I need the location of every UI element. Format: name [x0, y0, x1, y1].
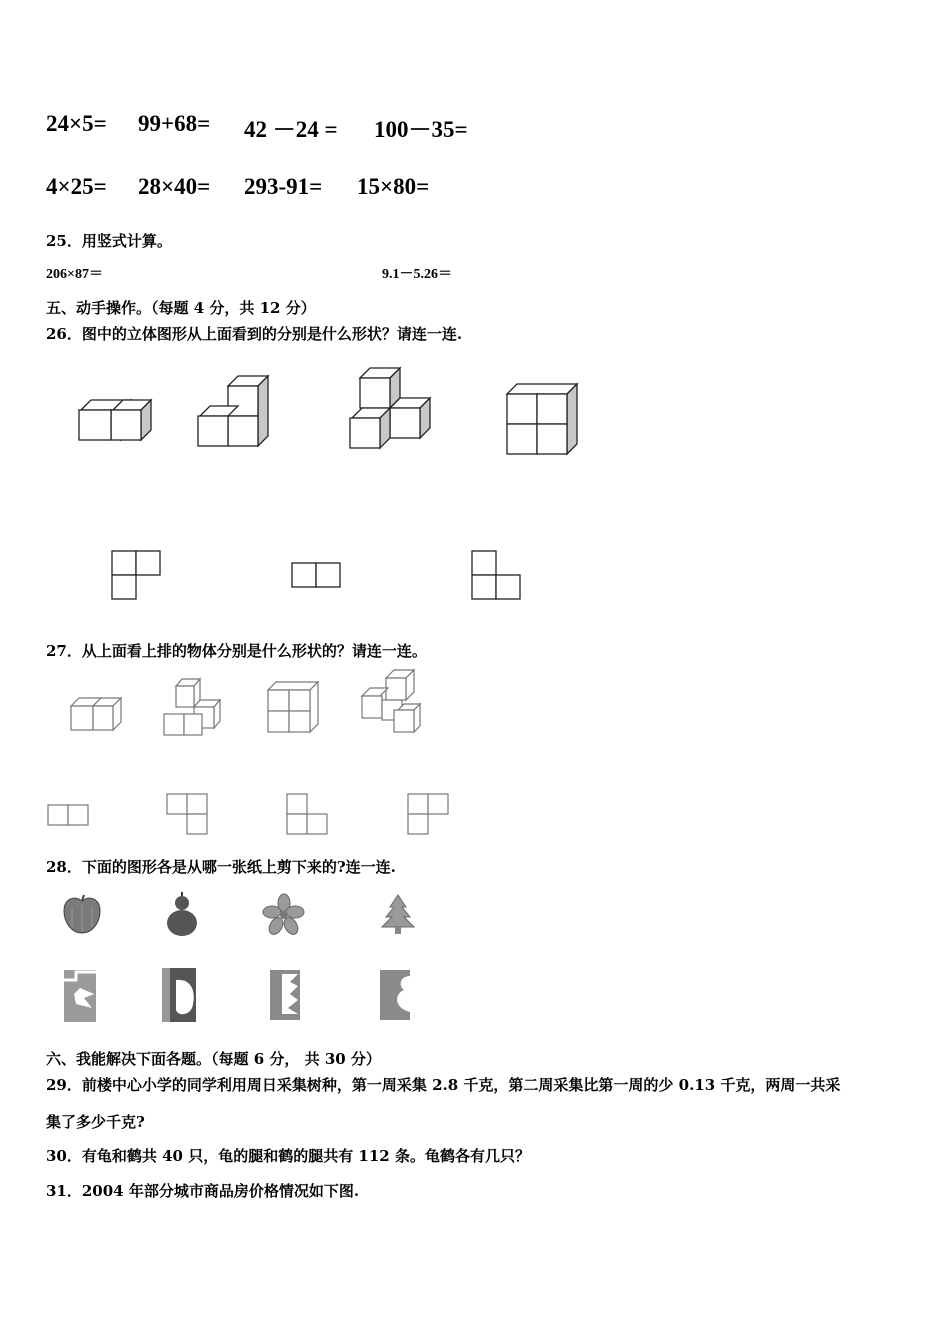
q26-top-view-1 — [111, 550, 163, 602]
paper-with-tree-hole — [268, 968, 302, 1022]
question-31: 31．2004 年部分城市商品房价格情况如下图. — [46, 1182, 360, 1200]
q26-top-view-3 — [471, 550, 523, 602]
q27-solid-figure-3 — [264, 680, 324, 736]
oral-problem-1: 24×5= — [46, 111, 107, 136]
apple-cutout — [60, 893, 104, 937]
q27-solid-figure-1 — [67, 690, 127, 735]
vertical-calc-1: 206×87＝ — [46, 267, 103, 282]
section-5-heading: 五、动手操作。（每题 4 分，共 12 分） — [46, 299, 316, 317]
q26-solid-figure-2 — [196, 374, 276, 454]
question-29-line-1: 29．前楼中心小学的同学利用周日采集树种，第一周采集 2.8 千克，第二周采集比第一周的少 0.13 千克，两周一共采 — [46, 1076, 841, 1094]
q27-solid-figure-4 — [358, 668, 424, 736]
question-25-title: 25．用竖式计算。 — [46, 232, 172, 250]
paper-with-gourd-hole — [378, 968, 412, 1022]
question-30: 30．有龟和鹤共 40 只，龟的腿和鹤的腿共有 112 条。龟鹤各有几只？ — [46, 1147, 530, 1165]
q27-top-view-3 — [286, 793, 330, 837]
tree-cutout — [376, 893, 420, 937]
q26-solid-figure-1 — [75, 390, 155, 450]
oral-problem-3: 42 －24 = — [244, 117, 338, 142]
paper-with-leaf-hole — [62, 968, 98, 1024]
q26-solid-figure-3 — [348, 366, 438, 456]
q27-top-view-4 — [407, 793, 451, 837]
gourd-cutout — [160, 891, 204, 939]
question-28-title: 28．下面的图形各是从哪一张纸上剪下来的?连一连. — [46, 858, 396, 876]
section-6-heading: 六、我能解决下面各题。（每题 6 分， 共 30 分） — [46, 1050, 381, 1068]
q26-top-view-2 — [291, 562, 343, 590]
oral-problem-8: 15×80= — [357, 174, 430, 199]
q27-top-view-1 — [47, 804, 91, 828]
q27-solid-figure-2 — [162, 676, 226, 738]
q27-top-view-2 — [166, 793, 210, 837]
question-26-title: 26．图中的立体图形从上面看到的分别是什么形状？请连一连. — [46, 325, 463, 343]
paper-with-half-apple-hole — [160, 966, 200, 1024]
question-29-line-2: 集了多少千克? — [46, 1113, 145, 1131]
flower-cutout — [262, 893, 306, 937]
q26-solid-figure-4 — [503, 382, 583, 462]
oral-problem-7: 293-91= — [244, 174, 323, 199]
oral-problem-4: 100－35= — [374, 117, 468, 142]
oral-problem-6: 28×40= — [138, 174, 211, 199]
question-27-title: 27．从上面看上排的物体分别是什么形状的？请连一连。 — [46, 642, 427, 660]
vertical-calc-2: 9.1－5.26＝ — [382, 267, 452, 282]
oral-problem-5: 4×25= — [46, 174, 107, 199]
oral-problem-2: 99+68= — [138, 111, 211, 136]
